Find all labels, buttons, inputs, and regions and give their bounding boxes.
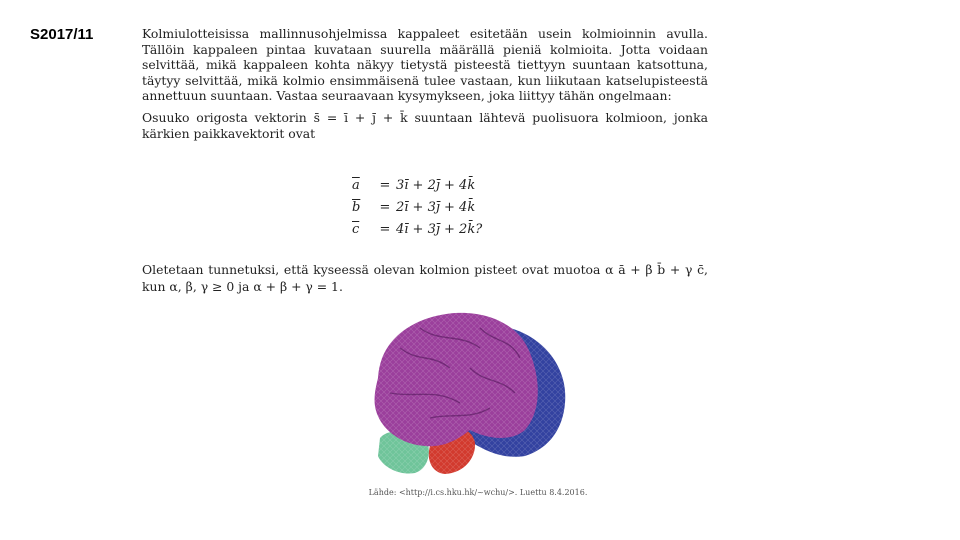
problem-text bbox=[142, 26, 708, 147]
brain-figure bbox=[360, 308, 570, 480]
equation-lhs: $\overline{c}$ bbox=[352, 222, 360, 237]
equation-lhs: $\overline{b}$ bbox=[352, 200, 361, 215]
paragraph-question: Osuuko origosta vektorin s̄ = ī + j̄ + k̄ suuntaan lähtevä puolisuora kolmioon, jonka kärkien paikkavektorit ovat bbox=[142, 109, 708, 141]
equation-lhs: $\overline{a}$ bbox=[352, 178, 360, 193]
paragraph-intro: Kolmiulotteisissa mallinnusohjelmissa kappaleet esitetään usein kolmioinnin avulla. Tällöin kappaleen pintaa kuvataan suurella määrällä pieniä kolmioita. Jotta voidaan selvittää, mikä kappaleen kohta näkyy tietystä pisteestä tiettyyn suuntaan katsottuna, täytyy selvittää, mikä kolmio ensimmäisenä tulee vastaan, kun liikutaan katselupisteestä annettuun suuntaan. Vastaa seuraavaan kysymykseen, joka liittyy tähän ongelmaan: bbox=[142, 26, 708, 104]
equation-op: = bbox=[379, 222, 391, 237]
equation-op: = bbox=[379, 178, 391, 193]
equation-op: = bbox=[379, 200, 391, 215]
equation-rhs: 2ī + 3j̄ + 4k̄ bbox=[396, 200, 476, 215]
brain-illustration bbox=[360, 308, 570, 480]
equation-row bbox=[352, 219, 482, 241]
equation-rhs: 4ī + 3j̄ + 2k̄? bbox=[396, 222, 483, 237]
equation-row bbox=[352, 197, 482, 219]
slide-label: S2017/11 bbox=[30, 26, 94, 43]
equation-row bbox=[352, 175, 482, 197]
vertex-equations bbox=[352, 175, 482, 241]
figure-caption: Lähde: <http://i.cs.hku.hk/~wchu/>. Luettu 8.4.2016. bbox=[368, 488, 588, 497]
equation-rhs: 3ī + 2j̄ + 4k̄ bbox=[396, 178, 476, 193]
paragraph-assumption: Oletetaan tunnetuksi, että kyseessä olevan kolmion pisteet ovat muotoa α ā + β b̄ + γ c̄, kun α, β, γ ≥ 0 ja α + β + γ = 1. bbox=[142, 262, 708, 294]
